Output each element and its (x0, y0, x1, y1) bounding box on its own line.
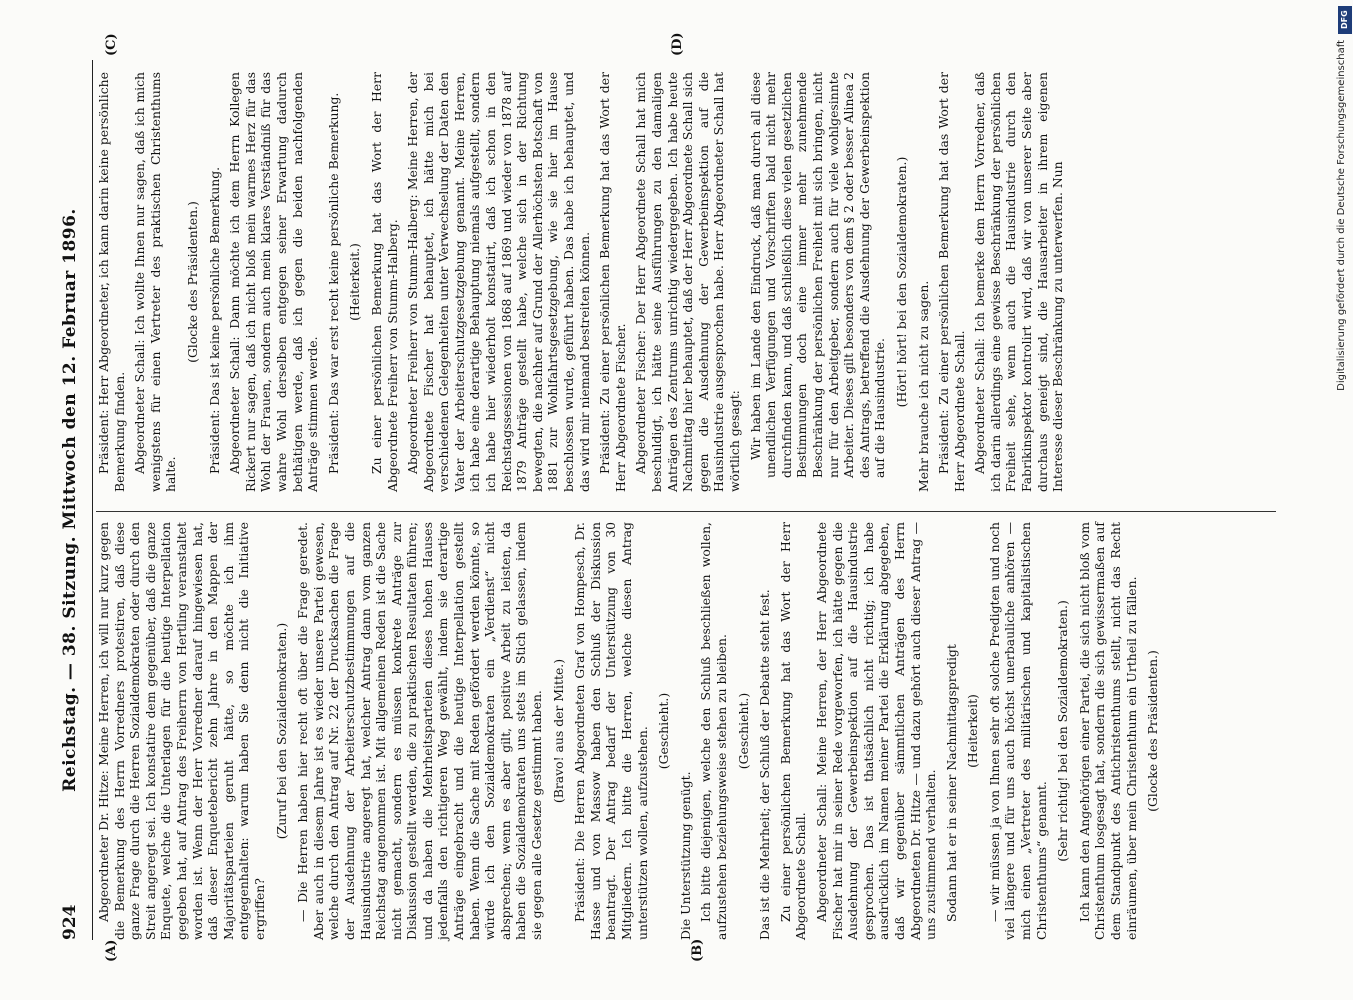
paragraph: — wir müssen ja von Ihnen sehr oft solche Predigten und noch viel längere und für uns auch höchst unerbauliche anhören — mich einen „Vertreter des militärischen und kapitalistischen Christenthums“ genannt. (986, 522, 1049, 940)
dfg-credit: Digitalisierung gefördert durch die Deutsche Forschungsgemeinschaft (1336, 40, 1347, 391)
interjection: (Heiterkeit) (965, 694, 981, 768)
paragraph: Ich bitte diejenigen, welche den Schluß beschließen wollen, aufzustehen beziehungsweise stehen zu bleiben. (698, 522, 729, 940)
interjection: (Zuruf bei den Sozialdemokraten.) (273, 622, 289, 840)
paragraph: Abgeordneter Schall: Ich wollte Ihnen nur sagen, daß ich mich wenigstens für einen Vertreter des praktischen Christenthums halte. (132, 72, 179, 492)
paragraph: Das ist die Mehrheit; der Schluß der Debatte steht fest. (757, 589, 773, 940)
paragraph: Die Unterstützung genügt. (677, 771, 693, 940)
paragraph: Präsident: Zu einer persönlichen Bemerkung hat das Wort der Herr Abgeordnete Fischer. (597, 72, 628, 492)
running-head: Reichstag. — 38. Sitzung. Mittwoch den 12. Februar 1896. (60, 208, 80, 792)
paragraph: Sodann hat er in seiner Nachmittagspredigt (943, 644, 959, 922)
paragraph: Abgeordneter Schall: Ich bemerke dem Herrn Vorredner, daß ich darin allerdings eine gewisse Beschränkung der persönlichen Freiheit sehe, wenn auch die Hausindustrie durch den Fabrikinspektor kontrolirt wird, daß wir von unserer Seite aber durchaus geneigt sind, die Hausarbeiter in ihrem eigenen Interesse dieser Beschränkung zu unterwerfen. Nun (972, 72, 1066, 492)
paragraph: Abgeordneter Dr. Hitze: Meine Herren, ich will nur kurz gegen die Bemerkung des Herrn Vorredners protestiren, daß diese ganze Frage durch die Herren Sozialdemokraten oder durch den Streit angeregt sei. Ich konstatire dem gegenüber, daß die ganze Enquete, welche die Unterlagen für die heutige Interpellation gegeben hat, auf Antrag des Freiherrn von Hertling veranstaltet worden ist. Wenn der Herr Vorredner darauf hingewiesen hat, daß dieser Enquetebericht zehn Jahre in den Mappen der Majoritätsparteien geruht hätte, so möchte ich ihm entgegenhalten: warum haben Sie denn nicht die Initiative ergriffen? (96, 522, 267, 940)
interjection: (Heiterkeit.) (347, 243, 363, 321)
interjection: (Glocke des Präsidenten.) (184, 201, 200, 363)
margin-mark-a: (A) (104, 939, 119, 962)
paragraph: Zu einer persönlichen Bemerkung hat das Wort der Herr Abgeordnete Schall. (777, 522, 809, 940)
interjection: (Glocke des Präsidenten.) (1145, 650, 1161, 812)
margin-mark-c: (C) (104, 33, 119, 56)
right-column (96, 72, 1071, 492)
paragraph: Präsident: Zu einer persönlichen Bemerkung hat das Wort der Herr Abgeordnete Schall. (936, 72, 967, 492)
quotation: Wir haben im Lande den Eindruck, daß man durch all diese unendlichen Verfügungen und Vorschriften bald nicht mehr durchfinden kann, und daß schließlich diese vielen gesetzlichen Bestimmungen doch eine immer mehr zunehmende Beschränkung der persönlichen Freiheit mit sich bringen, nicht nur für den Arbeitgeber, sondern auch für viele wohlgesinnte Arbeiter. Dieses gilt besonders von dem § 2 oder besser Alinea 2 des Antrags, betreffend die Ausdehnung der Gewerbeinspektion auf die Hausindustrie. (747, 72, 888, 478)
paragraph: Abgeordneter Schall: Meine Herren, der Herr Abgeordnete Fischer hat mir in seiner Rede vorgeworfen, ich hätte gegen die Ausdehnung der Gewerbeinspektion auf die Hausindustrie gesprochen. Das ist thatsächlich nicht richtig; ich habe ausdrücklich im Namen meiner Partei die Erklärung abgegeben, daß wir gegenüber sämmtlichen Anträgen des Herrn Abgeordneten Dr. Hitze — und dazu gehört auch dieser Antrag — uns zustimmend verhalten. (813, 522, 939, 940)
paragraph: Abgeordneter Freiherr von Stumm-Halberg: Meine Herren, der Abgeordnete Fischer hat behauptet, ich hätte mich bei verschiedenen Gelegenheiten unter Verwechselung der Daten den Vater der Arbeiterschutzgesetzgebung genannt. Meine Herren, ich habe eine derartige Behauptung niemals aufgestellt, sondern ich habe hier wiederholt konstatirt, daß ich schon in den Reichstagssessionen von 1868 auf 1869 und wieder von 1878 auf 1879 Anträge gestellt habe, welche sich in der Richtung bewegten, die nachher auf Grund der Allerhöchsten Botschaft von 1881 zur Wohlfahrtsgesetzgebung, wie sie hier im Hause beschlossen wurde, geführt haben. Das habe ich behauptet, und das wird mir niemand bestreiten können. (405, 72, 592, 492)
column-rule (96, 511, 1276, 512)
interjection: (Geschieht.) (735, 692, 751, 770)
interjection: (Sehr richtig! bei den Sozialdemokraten.) (1055, 600, 1071, 862)
interjection: (Hört! hört! bei den Sozialdemokraten.) (893, 156, 909, 408)
left-column (96, 522, 1167, 940)
paragraph: Präsident: Das ist keine persönliche Bemerkung. (206, 166, 222, 474)
page-number: 924 (60, 904, 80, 940)
paragraph: Abgeordneter Fischer: Der Herr Abgeordnete Schall hat mich beschuldigt, ich hätte seine Ausführungen zu den damaligen Anträgen des Zentrums unrichtig wiedergegeben. Ich habe heute Nachmittag hier behauptet, daß der Herr Abgeordnete Schall sich gegen die Ausdehnung der Gewerbeinspektion auf die Hausindustrie ausgesprochen habe. Herr Abgeordneter Schall hat wörtlich gesagt: (633, 72, 742, 492)
paragraph: Präsident: Das war erst recht keine persönliche Bemerkung. (325, 92, 341, 474)
paragraph: Mehr brauche ich nicht zu sagen. (915, 280, 931, 492)
paragraph: Präsident: Die Herren Abgeordneten Graf von Hompesch, Dr. Hasse und von Massow haben den Schluß der Diskussion beantragt. Der Antrag bedarf der Unterstützung von 30 Mitgliedern. Ich bitte die Herren, welche diesen Antrag unterstützen wollen, aufzustehen. (572, 522, 650, 940)
interjection: (Bravo! aus der Mitte.) (550, 658, 566, 804)
dfg-logo-icon: DFG (1338, 6, 1352, 34)
paragraph: Abgeordneter Schall: Dann möchte ich dem Herrn Kollegen Rickert nur sagen, daß ich nicht bloß mein warmes Herz für das Wohl der Frauen, sondern auch mein klares Verständniß für das wahre Wohl derselben entgegen seiner Erwartung dadurch bethätigen werde, daß ich gegen die beiden nachfolgenden Anträge stimmen werde. (227, 72, 321, 492)
paragraph: Präsident: Herr Abgeordneter, ich kann darin keine persönliche Bemerkung finden. (96, 72, 127, 492)
interjection: (Geschieht.) (656, 692, 672, 770)
header-rule (92, 60, 93, 940)
paragraph: Ich kann den Angehörigen einer Partei, die sich nicht bloß vom Christenthum losgesagt hat, sondern die sich gewissermaßen auf dem Standpunkt des Antichristenthums stellt, nicht das Recht einräumen, über mein Christenthum ein Urtheil zu fällen. (1076, 522, 1139, 940)
margin-mark-b: (B) (690, 938, 705, 962)
paragraph: Zu einer persönlichen Bemerkung hat das Wort der Herr Abgeordnete Freiherr von Stumm-Halberg. (368, 72, 400, 492)
paragraph: — Die Herren haben hier recht oft über die Frage geredet. Aber auch in diesem Jahre ist es wieder unsere Partei gewesen, welche durch den Antrag auf Nr. 22 der Drucksachen die Frage der Ausdehnung der Arbeiterschutzbestimmungen auf die Hausindustrie angeregt hat, welcher Antrag dann vom ganzen Reichstag angenommen ist. Mit allgemeinen Reden ist die Sache nicht gemacht, sondern es müssen konkrete Anträge zur Diskussion gestellt werden, die zu praktischen Resultaten führen; und da haben die Mehrheitsparteien dieses hohen Hauses jedenfalls den richtigeren Weg gewählt, indem sie derartige Anträge eingebracht und die heutige Interpellation gestellt haben. Wenn die Sache mit Reden gefördert werden könnte, so würde ich den Sozialdemokraten ein „Verdienst“ nicht absprechen; wenn es aber gilt, positive Arbeit zu leisten, da haben die Sozialdemokraten uns stets im Stich gelassen, indem sie gegen alle Gesetze gestimmt haben. (295, 522, 545, 940)
page-header (60, 60, 100, 940)
margin-mark-d: (D) (670, 32, 685, 56)
